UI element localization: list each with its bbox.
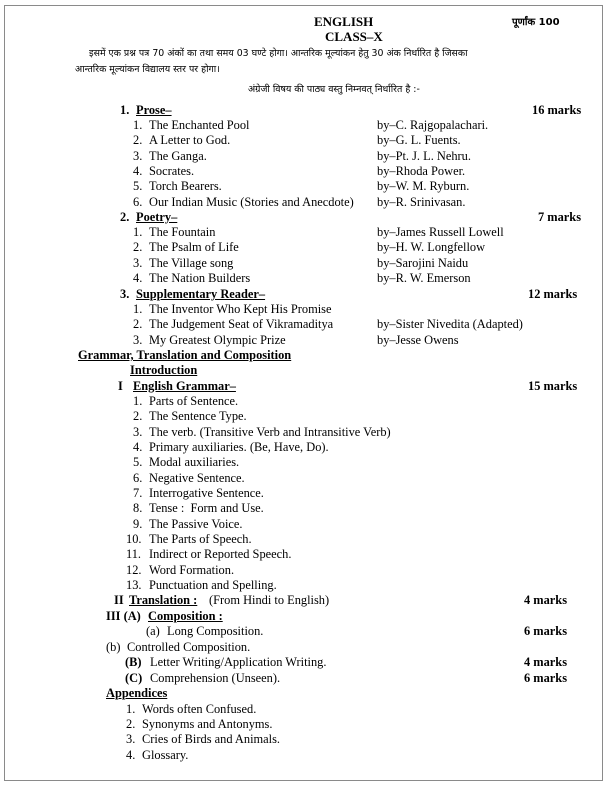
supplementary-title: Supplementary Reader–: [136, 287, 266, 301]
composition-C-text: Comprehension (Unseen).: [150, 671, 281, 685]
composition-B-marks: 4 marks: [524, 655, 568, 669]
supplementary-marks: 12 marks: [528, 287, 578, 301]
composition-B-text: Letter Writing/Application Writing.: [150, 655, 327, 669]
list-item-number: 3.: [133, 425, 143, 439]
list-item-author: by–James Russell Lowell: [377, 225, 504, 239]
subject-title: ENGLISH: [314, 14, 374, 29]
prose-number: 1.: [120, 103, 130, 117]
composition-a-label: (a): [146, 624, 160, 638]
list-item-number: 2.: [133, 317, 143, 331]
translation-title: Translation :: [129, 593, 198, 607]
english-grammar-roman: I: [118, 379, 123, 393]
list-item-number: 4.: [126, 748, 136, 762]
list-item-text: Primary auxiliaries. (Be, Have, Do).: [149, 440, 329, 454]
list-item-author: by–H. W. Longfellow: [377, 240, 486, 254]
english-grammar-title: English Grammar–: [133, 379, 236, 393]
grammar-section-heading: Grammar, Translation and Composition: [78, 348, 292, 362]
list-item-title: My Greatest Olympic Prize: [149, 333, 286, 347]
list-item-title: Torch Bearers.: [149, 179, 222, 193]
list-item-number: 6.: [133, 471, 143, 485]
list-item-author: by–W. M. Ryburn.: [377, 179, 470, 193]
composition-C-label: (C): [125, 671, 143, 685]
list-item-number: 11.: [126, 547, 142, 561]
list-item-text: Interrogative Sentence.: [149, 486, 264, 500]
list-item-title: The Nation Builders: [149, 271, 251, 285]
appendices-title: Appendices: [106, 686, 168, 700]
list-item-title: The Village song: [149, 256, 234, 270]
list-item-text: The Passive Voice.: [149, 517, 243, 531]
list-item-number: 1.: [133, 118, 143, 132]
list-item-number: 1.: [133, 394, 143, 408]
list-item-text: The Parts of Speech.: [149, 532, 252, 546]
list-item-number: 6.: [133, 195, 143, 209]
list-item-text: Modal auxiliaries.: [149, 455, 240, 469]
list-item-author: by–R. Srinivasan.: [377, 195, 466, 209]
list-item-number: 5.: [133, 179, 143, 193]
introduction-heading: Introduction: [130, 363, 198, 377]
list-item-text: Word Formation.: [149, 563, 235, 577]
list-item-text: Parts of Sentence.: [149, 394, 239, 408]
list-item-author: by–Pt. J. L. Nehru.: [377, 149, 471, 163]
prose-title: Prose–: [136, 103, 172, 117]
composition-C-marks: 6 marks: [524, 671, 568, 685]
list-item-text: The Sentence Type.: [149, 409, 247, 423]
list-item-author: by–C. Rajgopalachari.: [377, 118, 489, 132]
composition-a-text: Long Composition.: [167, 624, 264, 638]
list-item-author: by–Jesse Owens: [377, 333, 459, 347]
intro-line-1: इसमें एक प्रश्न पत्र 70 अंकों का तथा समय 03 घण्टे होगा। आन्तरिक मूल्यांकन हेतु 30 अंक निर्धारित है जिसका: [89, 48, 468, 59]
poetry-number: 2.: [120, 210, 130, 224]
list-item-number: 1.: [133, 225, 143, 239]
supplementary-number: 3.: [120, 287, 130, 301]
list-item-number: 2.: [126, 717, 136, 731]
list-item-text: Tense : Form and Use.: [149, 501, 264, 515]
list-item-title: The Enchanted Pool: [149, 118, 250, 132]
prose-marks: 16 marks: [532, 103, 582, 117]
list-item-number: 1.: [126, 702, 136, 716]
list-item-author: by–Rhoda Power.: [377, 164, 466, 178]
list-item-title: The Judgement Seat of Vikramaditya: [149, 317, 334, 331]
class-title: CLASS–X: [325, 29, 383, 44]
composition-b-label: (b): [106, 640, 121, 654]
english-grammar-marks: 15 marks: [528, 379, 578, 393]
list-item-number: 4.: [133, 271, 143, 285]
composition-B-label: (B): [125, 655, 142, 669]
list-item-author: by–G. L. Fuents.: [377, 133, 461, 147]
list-item-text: Glossary.: [142, 748, 189, 762]
list-item-number: 5.: [133, 455, 143, 469]
list-item-text: Words often Confused.: [142, 702, 257, 716]
list-item-text: Synonyms and Antonyms.: [142, 717, 273, 731]
poetry-title: Poetry–: [136, 210, 178, 224]
list-item-number: 3.: [126, 732, 136, 746]
list-item-number: 13.: [126, 578, 142, 592]
list-item-number: 1.: [133, 302, 143, 316]
intro-line-2: आन्तरिक मूल्यांकन विद्यालय स्तर पर होगा।: [75, 64, 220, 75]
syllabus-line: अंग्रेजी विषय की पाठ्य वस्तु निम्नवत् निर्धारित है :-: [248, 84, 420, 95]
list-item-text: Cries of Birds and Animals.: [142, 732, 281, 746]
list-item-text: The verb. (Transitive Verb and Intransitive Verb): [149, 425, 391, 439]
list-item-number: 7.: [133, 486, 143, 500]
syllabus-page: [4, 5, 603, 781]
list-item-number: 2.: [133, 409, 143, 423]
max-marks: पूर्णांक 100: [512, 17, 560, 28]
list-item-number: 3.: [133, 149, 143, 163]
list-item-number: 3.: [133, 333, 143, 347]
translation-marks: 4 marks: [524, 593, 568, 607]
list-item-author: by–Sister Nivedita (Adapted): [377, 317, 523, 331]
translation-roman: II: [114, 593, 124, 607]
list-item-author: by–R. W. Emerson: [377, 271, 471, 285]
composition-title: Composition :: [148, 609, 223, 623]
list-item-number: 12.: [126, 563, 142, 577]
list-item-title: The Ganga.: [149, 149, 207, 163]
translation-detail: (From Hindi to English): [209, 593, 330, 607]
list-item-number: 3.: [133, 256, 143, 270]
list-item-number: 8.: [133, 501, 143, 515]
list-item-title: The Fountain: [149, 225, 216, 239]
list-item-number: 10.: [126, 532, 142, 546]
list-item-title: The Psalm of Life: [149, 240, 239, 254]
list-item-author: by–Sarojini Naidu: [377, 256, 469, 270]
list-item-number: 4.: [133, 164, 143, 178]
list-item-text: Punctuation and Spelling.: [149, 578, 277, 592]
composition-b-text: Controlled Composition.: [127, 640, 251, 654]
poetry-marks: 7 marks: [538, 210, 582, 224]
list-item-number: 4.: [133, 440, 143, 454]
composition-a-marks: 6 marks: [524, 624, 568, 638]
list-item-title: A Letter to God.: [149, 133, 231, 147]
list-item-title: Our Indian Music (Stories and Anecdote): [149, 195, 354, 209]
list-item-text: Indirect or Reported Speech.: [149, 547, 292, 561]
list-item-title: Socrates.: [149, 164, 195, 178]
list-item-number: 2.: [133, 240, 143, 254]
list-item-number: 2.: [133, 133, 143, 147]
list-item-title: The Inventor Who Kept His Promise: [149, 302, 332, 316]
list-item-text: Negative Sentence.: [149, 471, 245, 485]
composition-roman: III (A): [106, 609, 141, 623]
list-item-number: 9.: [133, 517, 143, 531]
